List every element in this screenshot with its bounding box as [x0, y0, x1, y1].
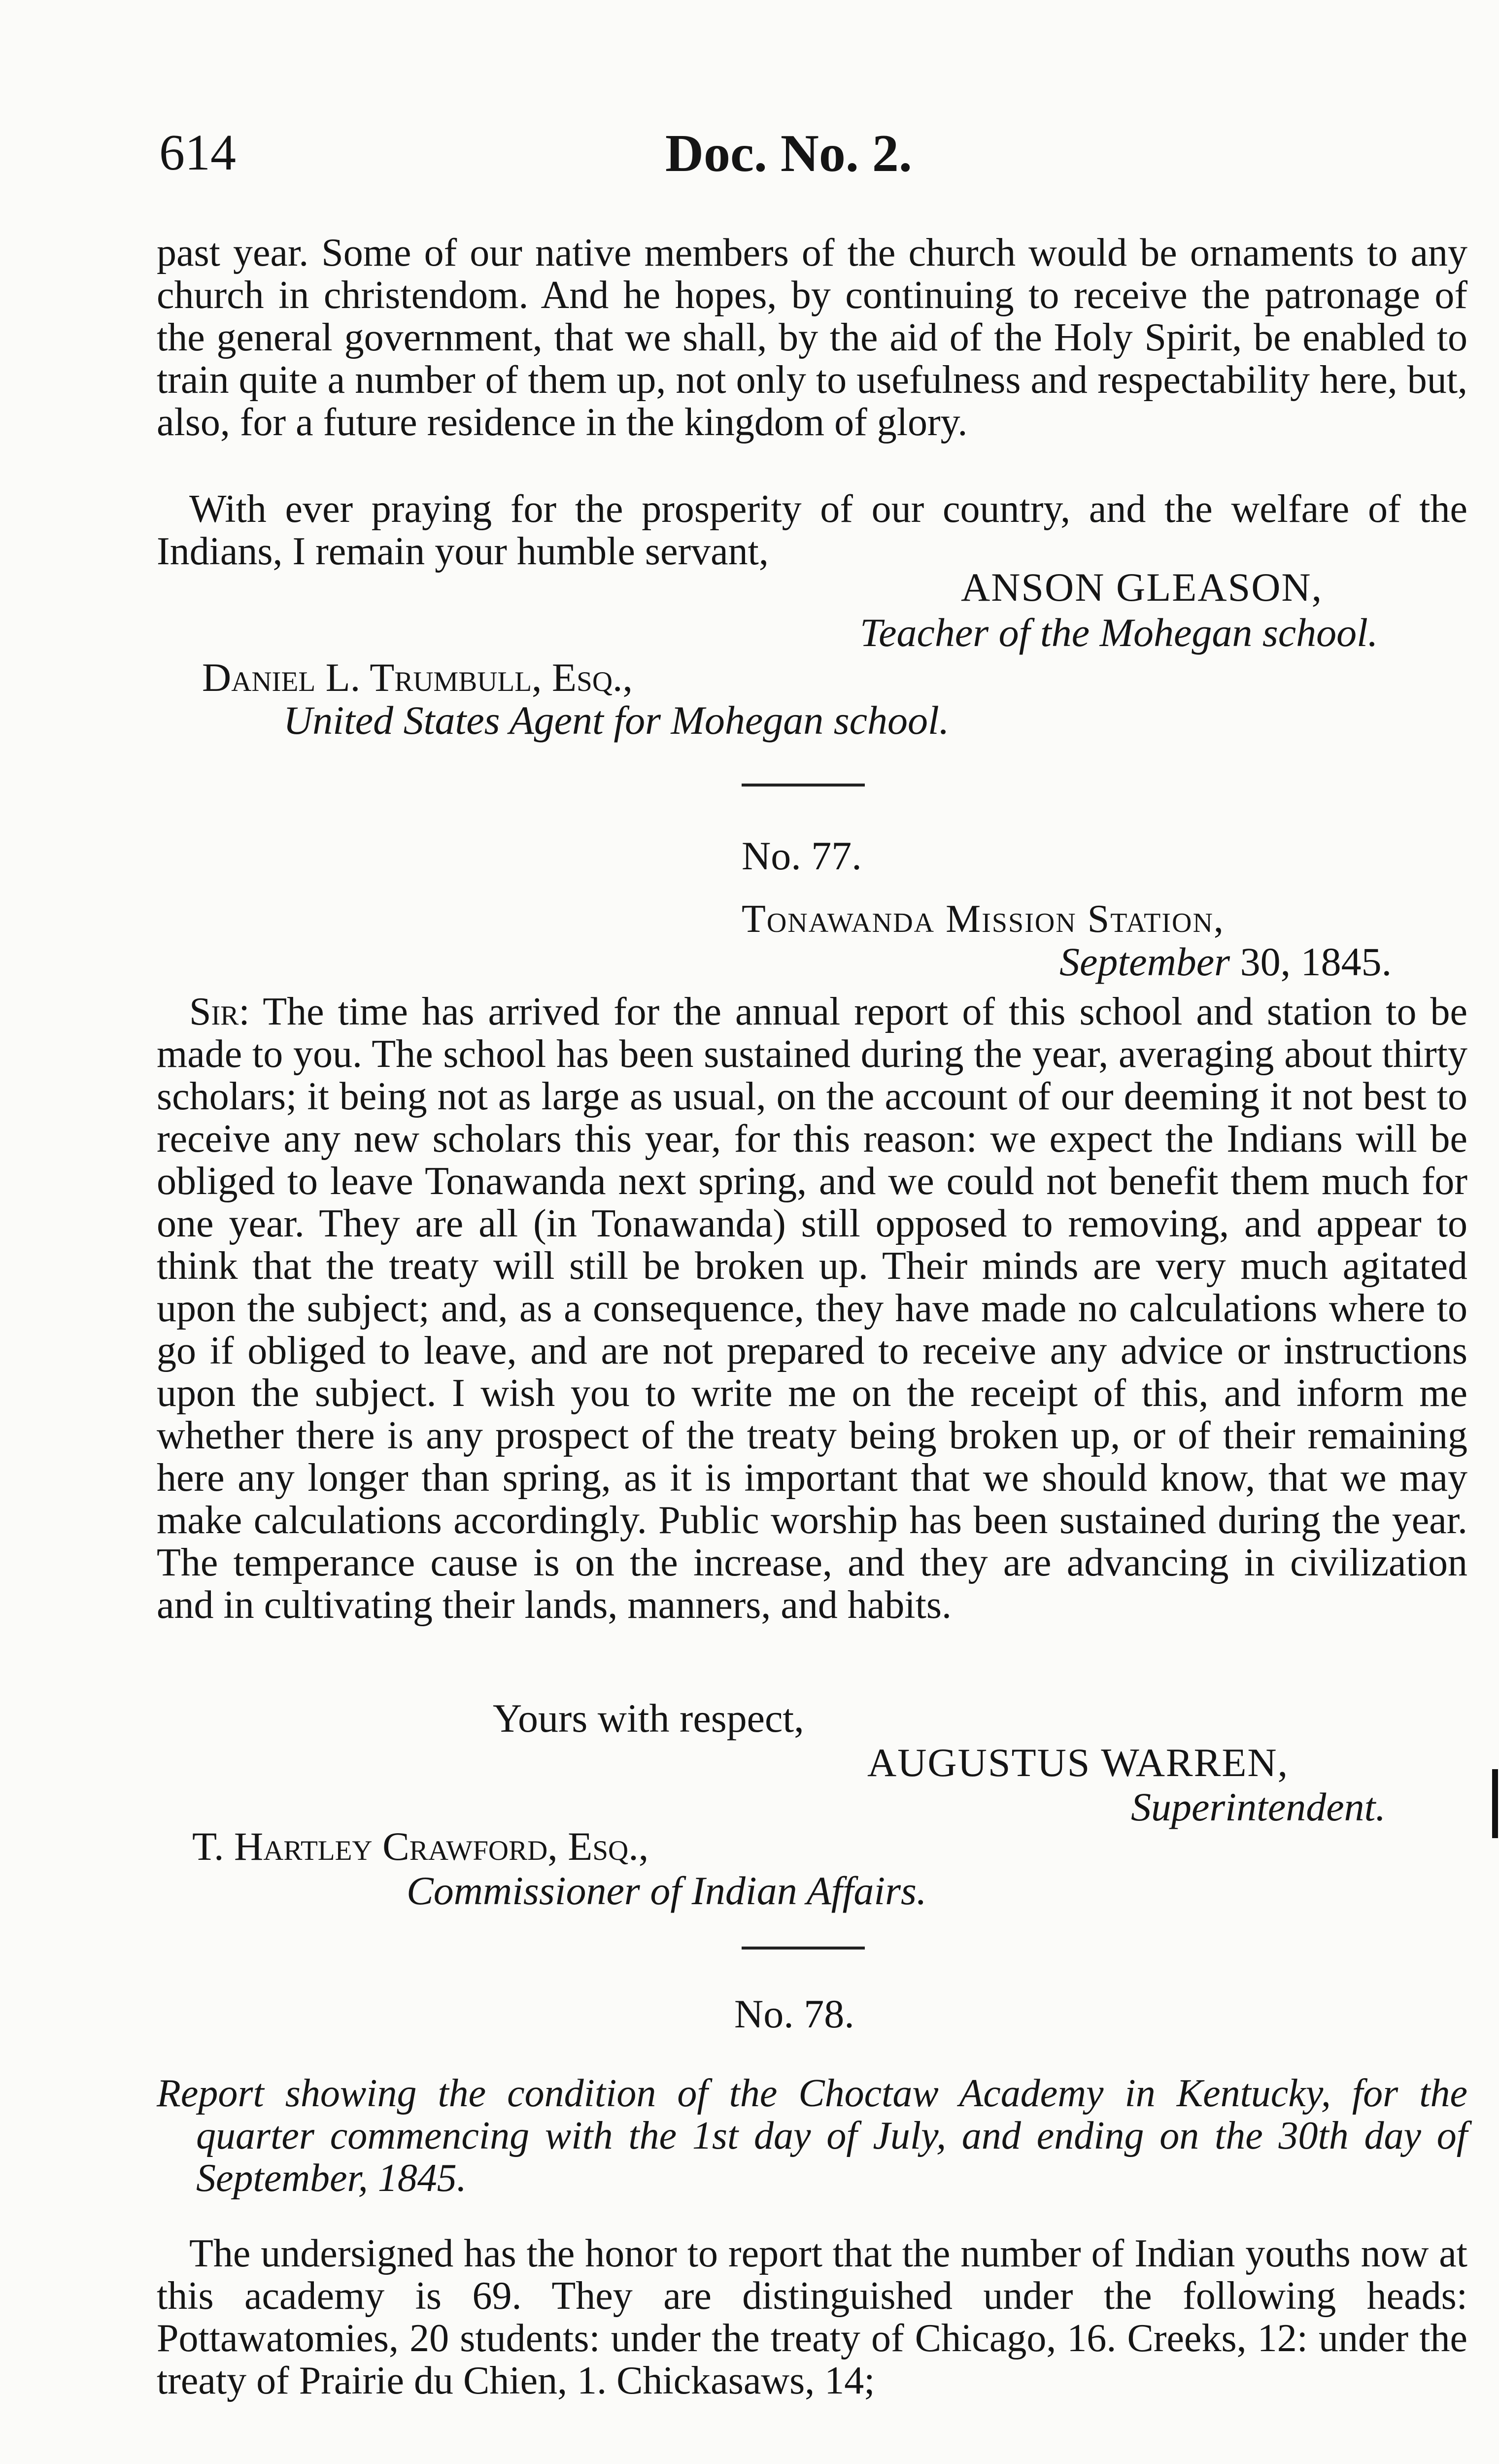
letter2-salutation: Sir	[189, 990, 239, 1033]
page-number: 614	[159, 124, 236, 181]
document-label: Doc. No. 2.	[665, 124, 912, 183]
letter2-number: No. 77.	[742, 833, 862, 878]
page-edge-mark	[1492, 1769, 1498, 1838]
letter1-addressee-title: United States Agent for Mohegan school.	[283, 698, 950, 743]
letter1-body-paragraph-1: past year. Some of our native members of the church would be ornaments to any church in christendom. And he hopes, by continuing to receive the patronage of the general government, that we shall, by the aid of the Holy Spirit, be enabled to train quite a number of them up, not only to usefulness and respectability here, but, also, for a future residence in the kingdom of glory.	[157, 231, 1467, 444]
letter2-signature-title: Superintendent.	[1131, 1784, 1386, 1829]
letter2-addressee-title: Commissioner of Indian Affairs.	[407, 1868, 927, 1913]
letter2-body	[157, 991, 1467, 1626]
letter2-signature-name: AUGUSTUS WARREN,	[867, 1740, 1289, 1785]
report78-body: The undersigned has the honor to report that the number of Indian youths now at this academy is 69. They are distinguished under the following heads: Pottawatomies, 20 students: under the treaty of Chicago, 16. Creeks, 12: under the treaty of Prairie du Chien, 1. Chickasaws, 14;	[157, 2232, 1467, 2402]
letter1-body-paragraph-2: With ever praying for the prosperity of our country, and the welfare of the Indians, I remain your humble servant,	[157, 487, 1467, 573]
letter2-dateline	[1059, 939, 1392, 985]
letter2-date-month: September	[1059, 939, 1230, 984]
report78-caption: Report showing the condition of the Choctaw Academy in Kentucky, for the quarter commencing with the 1st day of July, and ending on the 30th day of September, 1845.	[157, 2072, 1467, 2200]
section-divider	[742, 784, 865, 787]
letter1-signature-title: Teacher of the Mohegan school.	[860, 610, 1378, 655]
section-divider	[742, 1947, 865, 1950]
letter2-date-rest: 30, 1845.	[1230, 939, 1392, 984]
letter1-addressee: Daniel L. Trumbull, Esq.,	[202, 655, 633, 700]
letter2-addressee: T. Hartley Crawford, Esq.,	[192, 1824, 649, 1869]
letter2-body-text: : The time has arrived for the annual report of this school and station to be made to you. The school has been sustained during the year, averaging about thirty scholars; it being not as large as usual, on the account of our deeming it not best to receive any new scholars this year, for this reason: we expect the Indians will be obliged to leave Tonawanda next spring, and we could not benefit them much for one year. They are all (in Tonawanda) still opposed to removing, and appear to think that the treaty will still be broken up. Their minds are very much agitated upon the subject; and, as a consequence, they have made no calculations where to go if obliged to leave, and are not prepared to receive any advice or instructions upon the subject. I wish you to write me on the receipt of this, and inform me whether there is any prospect of the treaty being broken up, or of their remaining here any longer than spring, as it is important that we should know, that we may make calculations accordingly. Public worship has been sustained during the year. The temperance cause is on the increase, and they are advancing in civilization and in cultivating their lands, manners, and habits.	[157, 990, 1467, 1627]
report78-number: No. 78.	[734, 1991, 854, 2036]
letter2-closing: Yours with respect,	[493, 1696, 804, 1741]
letter1-signature-name: ANSON GLEASON,	[961, 565, 1323, 610]
letter2-station: Tonawanda Mission Station,	[742, 897, 1225, 941]
